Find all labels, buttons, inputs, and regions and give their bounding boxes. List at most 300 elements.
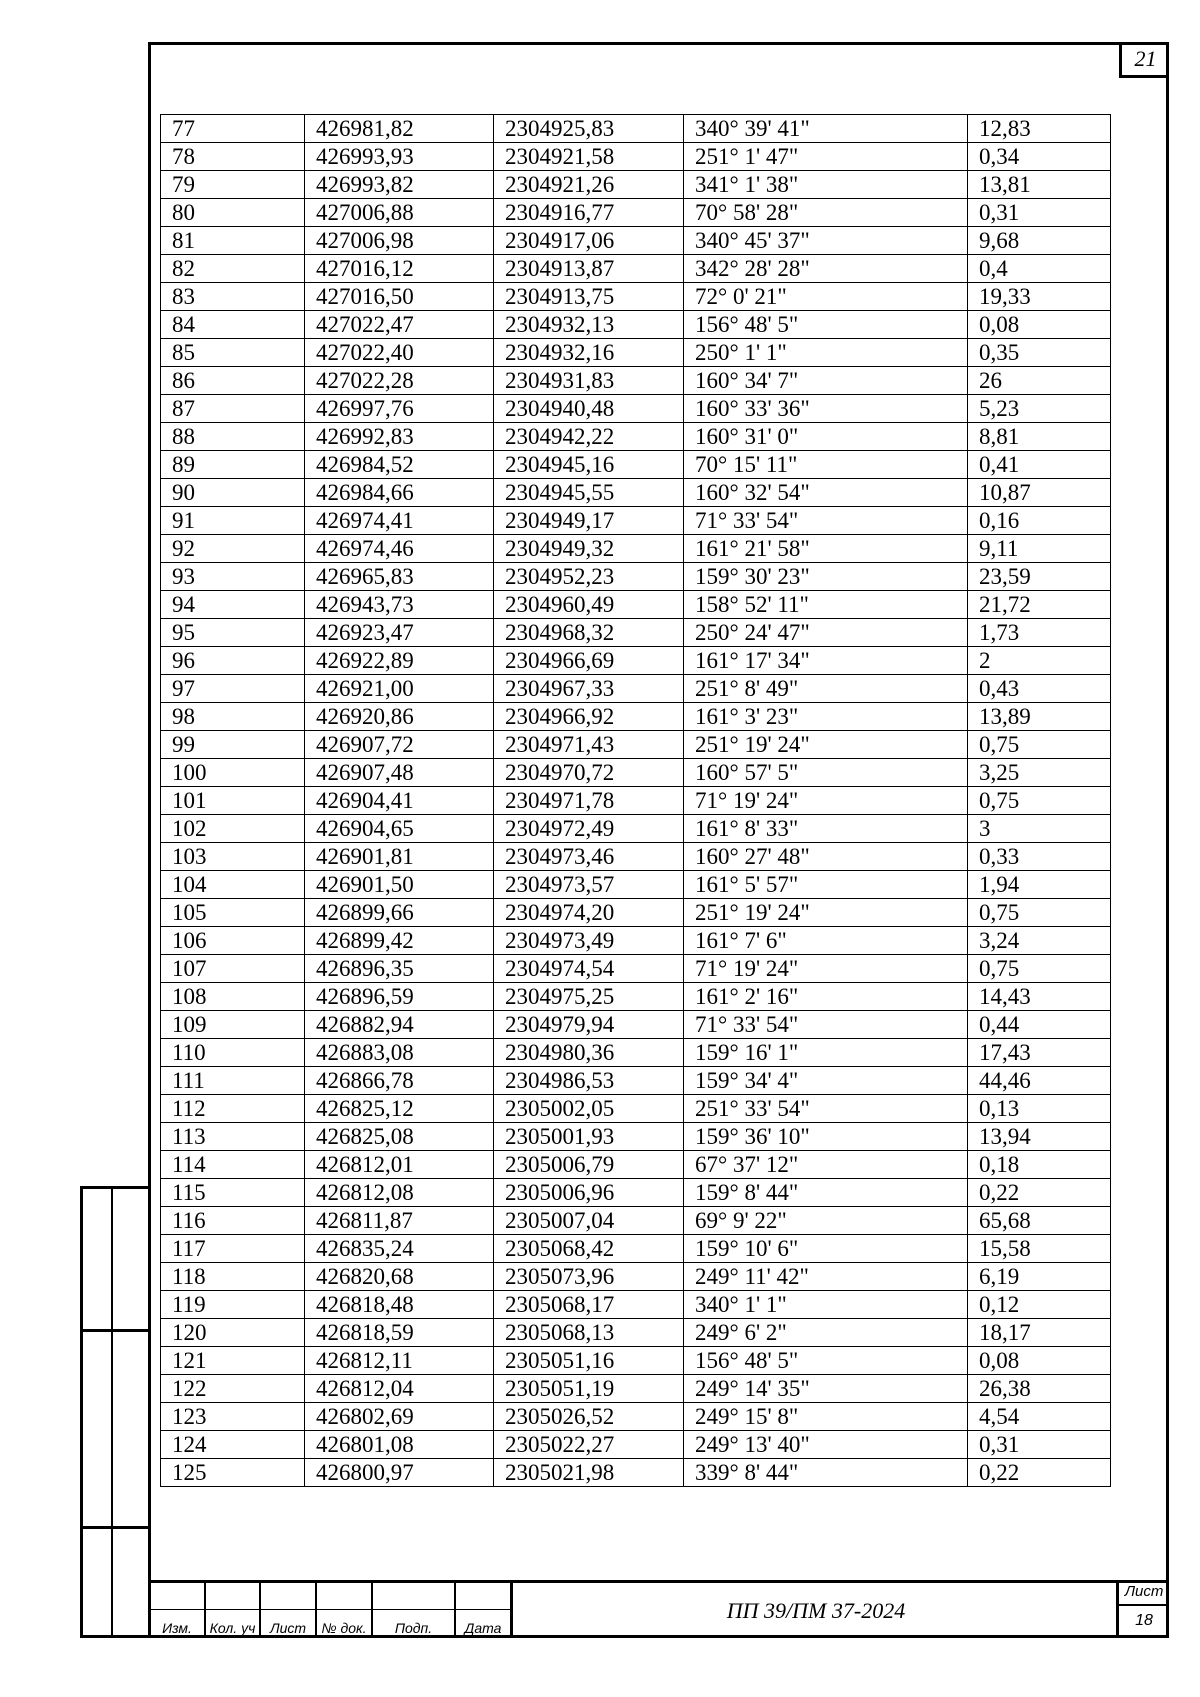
y-coordinate-cell: 2305001,93: [494, 1123, 684, 1151]
table-row: [161, 1375, 1111, 1403]
point-number-cell: 123: [161, 1403, 305, 1431]
direction-angle-cell: 160° 33' 36": [684, 395, 968, 423]
table-row: [161, 731, 1111, 759]
table-row: [161, 1067, 1111, 1095]
distance-cell: 0,12: [968, 1291, 1111, 1319]
table-row: [161, 871, 1111, 899]
title-block-column: [259, 1580, 315, 1638]
distance-cell: 2: [968, 647, 1111, 675]
y-coordinate-cell: 2304970,72: [494, 759, 684, 787]
direction-angle-cell: 71° 19' 24": [684, 787, 968, 815]
direction-angle-cell: 161° 2' 16": [684, 983, 968, 1011]
point-number-cell: 120: [161, 1319, 305, 1347]
x-coordinate-cell: 426802,69: [305, 1403, 494, 1431]
direction-angle-cell: 156° 48' 5": [684, 1347, 968, 1375]
x-coordinate-cell: 426920,86: [305, 703, 494, 731]
table-row: [161, 703, 1111, 731]
y-coordinate-cell: 2305068,17: [494, 1291, 684, 1319]
table-row: [161, 283, 1111, 311]
direction-angle-cell: 340° 1' 1": [684, 1291, 968, 1319]
direction-angle-cell: 160° 31' 0": [684, 423, 968, 451]
y-coordinate-cell: 2304949,32: [494, 535, 684, 563]
title-block-column: [315, 1580, 371, 1638]
table-row: [161, 1123, 1111, 1151]
point-number-cell: 99: [161, 731, 305, 759]
table-row: [161, 647, 1111, 675]
table-row: [161, 619, 1111, 647]
direction-angle-cell: 69° 9' 22": [684, 1207, 968, 1235]
distance-cell: 44,46: [968, 1067, 1111, 1095]
distance-cell: 0,31: [968, 1431, 1111, 1459]
point-number-cell: 116: [161, 1207, 305, 1235]
distance-cell: 0,16: [968, 507, 1111, 535]
table-row: [161, 815, 1111, 843]
table-row: [161, 311, 1111, 339]
x-coordinate-cell: 427022,40: [305, 339, 494, 367]
table-row: [161, 535, 1111, 563]
distance-cell: 4,54: [968, 1403, 1111, 1431]
title-block-column: [148, 1580, 204, 1638]
direction-angle-cell: 160° 34' 7": [684, 367, 968, 395]
direction-angle-cell: 340° 45' 37": [684, 227, 968, 255]
table-row: [161, 927, 1111, 955]
x-coordinate-cell: 426993,93: [305, 143, 494, 171]
table-row: [161, 451, 1111, 479]
point-number-cell: 79: [161, 171, 305, 199]
table-row: [161, 675, 1111, 703]
y-coordinate-cell: 2304913,75: [494, 283, 684, 311]
x-coordinate-cell: 426800,97: [305, 1459, 494, 1487]
table-row: [161, 983, 1111, 1011]
y-coordinate-cell: 2304931,83: [494, 367, 684, 395]
distance-cell: 1,94: [968, 871, 1111, 899]
label-no-dok: № док.: [321, 1620, 367, 1636]
direction-angle-cell: 161° 8' 33": [684, 815, 968, 843]
direction-angle-cell: 71° 33' 54": [684, 507, 968, 535]
direction-angle-cell: 67° 37' 12": [684, 1151, 968, 1179]
point-number-cell: 78: [161, 143, 305, 171]
y-coordinate-cell: 2304972,49: [494, 815, 684, 843]
label-data: Дата: [464, 1620, 502, 1636]
x-coordinate-cell: 426901,50: [305, 871, 494, 899]
x-coordinate-cell: 426901,81: [305, 843, 494, 871]
x-coordinate-cell: 426801,08: [305, 1431, 494, 1459]
direction-angle-cell: 340° 39' 41": [684, 115, 968, 143]
point-number-cell: 86: [161, 367, 305, 395]
distance-cell: 0,31: [968, 199, 1111, 227]
point-number-cell: 81: [161, 227, 305, 255]
point-number-cell: 84: [161, 311, 305, 339]
direction-angle-cell: 159° 16' 1": [684, 1039, 968, 1067]
distance-cell: 0,44: [968, 1011, 1111, 1039]
x-coordinate-cell: 427006,98: [305, 227, 494, 255]
y-coordinate-cell: 2304921,58: [494, 143, 684, 171]
x-coordinate-cell: 426883,08: [305, 1039, 494, 1067]
distance-cell: 0,33: [968, 843, 1111, 871]
direction-angle-cell: 251° 19' 24": [684, 899, 968, 927]
table-row: [161, 479, 1111, 507]
x-coordinate-cell: 426835,24: [305, 1235, 494, 1263]
distance-cell: 12,83: [968, 115, 1111, 143]
table-row: [161, 423, 1111, 451]
x-coordinate-cell: 426904,41: [305, 787, 494, 815]
direction-angle-cell: 159° 36' 10": [684, 1123, 968, 1151]
x-coordinate-cell: 426818,48: [305, 1291, 494, 1319]
distance-cell: 26: [968, 367, 1111, 395]
y-coordinate-cell: 2304980,36: [494, 1039, 684, 1067]
y-coordinate-cell: 2305006,79: [494, 1151, 684, 1179]
point-number-cell: 101: [161, 787, 305, 815]
distance-cell: 5,23: [968, 395, 1111, 423]
point-number-cell: 83: [161, 283, 305, 311]
direction-angle-cell: 342° 28' 28": [684, 255, 968, 283]
binding-strip-lower: [80, 1526, 148, 1638]
point-number-cell: 122: [161, 1375, 305, 1403]
table-row: [161, 1347, 1111, 1375]
sheet-number: 18: [1135, 1612, 1153, 1629]
point-number-cell: 104: [161, 871, 305, 899]
distance-cell: 17,43: [968, 1039, 1111, 1067]
direction-angle-cell: 161° 21' 58": [684, 535, 968, 563]
distance-cell: 0,34: [968, 143, 1111, 171]
point-number-cell: 90: [161, 479, 305, 507]
point-number-cell: 88: [161, 423, 305, 451]
sheet-label: Лист: [1119, 1580, 1169, 1606]
distance-cell: 0,4: [968, 255, 1111, 283]
direction-angle-cell: 250° 1' 1": [684, 339, 968, 367]
y-coordinate-cell: 2304968,32: [494, 619, 684, 647]
point-number-cell: 103: [161, 843, 305, 871]
point-number-cell: 119: [161, 1291, 305, 1319]
title-block-left: [148, 1580, 510, 1638]
point-number-cell: 97: [161, 675, 305, 703]
point-number-cell: 109: [161, 1011, 305, 1039]
distance-cell: 8,81: [968, 423, 1111, 451]
distance-cell: 0,18: [968, 1151, 1111, 1179]
x-coordinate-cell: 426992,83: [305, 423, 494, 451]
distance-cell: 0,35: [968, 339, 1111, 367]
distance-cell: 9,68: [968, 227, 1111, 255]
distance-cell: 13,94: [968, 1123, 1111, 1151]
point-number-cell: 95: [161, 619, 305, 647]
distance-cell: 23,59: [968, 563, 1111, 591]
table-row: [161, 1431, 1111, 1459]
point-number-cell: 94: [161, 591, 305, 619]
y-coordinate-cell: 2305068,42: [494, 1235, 684, 1263]
direction-angle-cell: 71° 33' 54": [684, 1011, 968, 1039]
title-block-column: [371, 1580, 454, 1638]
point-number-cell: 87: [161, 395, 305, 423]
distance-cell: 3,24: [968, 927, 1111, 955]
x-coordinate-cell: 426921,00: [305, 675, 494, 703]
table-row: [161, 787, 1111, 815]
direction-angle-cell: 249° 6' 2": [684, 1319, 968, 1347]
binding-strip-upper: [80, 1186, 148, 1332]
direction-angle-cell: 249° 13' 40": [684, 1431, 968, 1459]
y-coordinate-cell: 2304921,26: [494, 171, 684, 199]
table-row: [161, 1235, 1111, 1263]
distance-cell: 14,43: [968, 983, 1111, 1011]
direction-angle-cell: 156° 48' 5": [684, 311, 968, 339]
point-number-cell: 112: [161, 1095, 305, 1123]
x-coordinate-cell: 427006,88: [305, 199, 494, 227]
table-row: [161, 1207, 1111, 1235]
distance-cell: 9,11: [968, 535, 1111, 563]
label-kol-uch: Кол. уч: [209, 1620, 256, 1636]
y-coordinate-cell: 2304916,77: [494, 199, 684, 227]
point-number-cell: 118: [161, 1263, 305, 1291]
y-coordinate-cell: 2305021,98: [494, 1459, 684, 1487]
table-row: [161, 899, 1111, 927]
distance-cell: 3,25: [968, 759, 1111, 787]
point-number-cell: 108: [161, 983, 305, 1011]
x-coordinate-cell: 426993,82: [305, 171, 494, 199]
table-row: [161, 1039, 1111, 1067]
y-coordinate-cell: 2305051,19: [494, 1375, 684, 1403]
x-coordinate-cell: 426974,46: [305, 535, 494, 563]
distance-cell: 0,41: [968, 451, 1111, 479]
direction-angle-cell: 341° 1' 38": [684, 171, 968, 199]
y-coordinate-cell: 2305073,96: [494, 1263, 684, 1291]
x-coordinate-cell: 426984,66: [305, 479, 494, 507]
direction-angle-cell: 71° 19' 24": [684, 955, 968, 983]
table-row: [161, 143, 1111, 171]
direction-angle-cell: 250° 24' 47": [684, 619, 968, 647]
distance-cell: 0,43: [968, 675, 1111, 703]
x-coordinate-cell: 426882,94: [305, 1011, 494, 1039]
table-row: [161, 843, 1111, 871]
direction-angle-cell: 70° 58' 28": [684, 199, 968, 227]
distance-cell: 10,87: [968, 479, 1111, 507]
title-block-column: [454, 1580, 510, 1638]
x-coordinate-cell: 426923,47: [305, 619, 494, 647]
x-coordinate-cell: 426907,72: [305, 731, 494, 759]
x-coordinate-cell: 426825,12: [305, 1095, 494, 1123]
y-coordinate-cell: 2304971,43: [494, 731, 684, 759]
x-coordinate-cell: 427022,28: [305, 367, 494, 395]
x-coordinate-cell: 426818,59: [305, 1319, 494, 1347]
point-number-cell: 121: [161, 1347, 305, 1375]
y-coordinate-cell: 2304973,49: [494, 927, 684, 955]
y-coordinate-cell: 2304975,25: [494, 983, 684, 1011]
direction-angle-cell: 251° 33' 54": [684, 1095, 968, 1123]
y-coordinate-cell: 2305022,27: [494, 1431, 684, 1459]
point-number-cell: 82: [161, 255, 305, 283]
distance-cell: 0,08: [968, 311, 1111, 339]
table-row: [161, 563, 1111, 591]
x-coordinate-cell: 426984,52: [305, 451, 494, 479]
x-coordinate-cell: 426997,76: [305, 395, 494, 423]
point-number-cell: 111: [161, 1067, 305, 1095]
point-number-cell: 125: [161, 1459, 305, 1487]
distance-cell: 6,19: [968, 1263, 1111, 1291]
point-number-cell: 91: [161, 507, 305, 535]
distance-cell: 21,72: [968, 591, 1111, 619]
point-number-cell: 89: [161, 451, 305, 479]
x-coordinate-cell: 426899,42: [305, 927, 494, 955]
title-block-sheet: [1116, 1580, 1169, 1638]
distance-cell: 13,81: [968, 171, 1111, 199]
direction-angle-cell: 249° 14' 35": [684, 1375, 968, 1403]
point-number-cell: 77: [161, 115, 305, 143]
point-number-cell: 114: [161, 1151, 305, 1179]
x-coordinate-cell: 426866,78: [305, 1067, 494, 1095]
direction-angle-cell: 249° 15' 8": [684, 1403, 968, 1431]
direction-angle-cell: 158° 52' 11": [684, 591, 968, 619]
y-coordinate-cell: 2304940,48: [494, 395, 684, 423]
y-coordinate-cell: 2304979,94: [494, 1011, 684, 1039]
direction-angle-cell: 161° 17' 34": [684, 647, 968, 675]
distance-cell: 0,22: [968, 1459, 1111, 1487]
point-number-cell: 80: [161, 199, 305, 227]
x-coordinate-cell: 426896,59: [305, 983, 494, 1011]
table-row: [161, 591, 1111, 619]
point-number-cell: 93: [161, 563, 305, 591]
y-coordinate-cell: 2304966,92: [494, 703, 684, 731]
document-designation: ПП 39/ПМ 37-2024: [726, 1598, 906, 1623]
y-coordinate-cell: 2305006,96: [494, 1179, 684, 1207]
x-coordinate-cell: 426974,41: [305, 507, 494, 535]
x-coordinate-cell: 426812,04: [305, 1375, 494, 1403]
title-block-column: [204, 1580, 259, 1638]
direction-angle-cell: 160° 57' 5": [684, 759, 968, 787]
distance-cell: 15,58: [968, 1235, 1111, 1263]
table-row: [161, 115, 1111, 143]
y-coordinate-cell: 2304917,06: [494, 227, 684, 255]
table-row: [161, 1263, 1111, 1291]
point-number-cell: 98: [161, 703, 305, 731]
point-number-cell: 110: [161, 1039, 305, 1067]
distance-cell: 0,22: [968, 1179, 1111, 1207]
table-row: [161, 1403, 1111, 1431]
y-coordinate-cell: 2305068,13: [494, 1319, 684, 1347]
y-coordinate-cell: 2305002,05: [494, 1095, 684, 1123]
x-coordinate-cell: 426907,48: [305, 759, 494, 787]
title-block-designation: [510, 1580, 1119, 1638]
x-coordinate-cell: 426896,35: [305, 955, 494, 983]
point-number-cell: 117: [161, 1235, 305, 1263]
distance-cell: 3: [968, 815, 1111, 843]
table-row: [161, 339, 1111, 367]
x-coordinate-cell: 426981,82: [305, 115, 494, 143]
y-coordinate-cell: 2305051,16: [494, 1347, 684, 1375]
point-number-cell: 124: [161, 1431, 305, 1459]
direction-angle-cell: 161° 5' 57": [684, 871, 968, 899]
direction-angle-cell: 159° 8' 44": [684, 1179, 968, 1207]
point-number-cell: 96: [161, 647, 305, 675]
x-coordinate-cell: 426965,83: [305, 563, 494, 591]
direction-angle-cell: 72° 0' 21": [684, 283, 968, 311]
distance-cell: 19,33: [968, 283, 1111, 311]
x-coordinate-cell: 426812,01: [305, 1151, 494, 1179]
sheet-corner-number: 21: [1119, 42, 1169, 78]
direction-angle-cell: 251° 1' 47": [684, 143, 968, 171]
y-coordinate-cell: 2304971,78: [494, 787, 684, 815]
x-coordinate-cell: 426943,73: [305, 591, 494, 619]
point-number-cell: 115: [161, 1179, 305, 1207]
point-number-cell: 102: [161, 815, 305, 843]
y-coordinate-cell: 2304913,87: [494, 255, 684, 283]
direction-angle-cell: 161° 7' 6": [684, 927, 968, 955]
distance-cell: 65,68: [968, 1207, 1111, 1235]
point-number-cell: 100: [161, 759, 305, 787]
y-coordinate-cell: 2304986,53: [494, 1067, 684, 1095]
table-row: [161, 199, 1111, 227]
x-coordinate-cell: 427016,12: [305, 255, 494, 283]
table-row: [161, 1319, 1111, 1347]
y-coordinate-cell: 2304960,49: [494, 591, 684, 619]
x-coordinate-cell: 426812,08: [305, 1179, 494, 1207]
distance-cell: 1,73: [968, 619, 1111, 647]
x-coordinate-cell: 426904,65: [305, 815, 494, 843]
point-number-cell: 107: [161, 955, 305, 983]
table-row: [161, 955, 1111, 983]
x-coordinate-cell: 427022,47: [305, 311, 494, 339]
point-number-cell: 92: [161, 535, 305, 563]
y-coordinate-cell: 2304966,69: [494, 647, 684, 675]
y-coordinate-cell: 2304974,20: [494, 899, 684, 927]
binding-strip-middle: [80, 1329, 148, 1529]
table-row: [161, 1095, 1111, 1123]
x-coordinate-cell: 426820,68: [305, 1263, 494, 1291]
distance-cell: 13,89: [968, 703, 1111, 731]
coordinates-table-body: [161, 115, 1111, 1487]
table-row: [161, 367, 1111, 395]
y-coordinate-cell: 2304932,13: [494, 311, 684, 339]
label-podp: Подп.: [394, 1620, 433, 1636]
table-row: [161, 255, 1111, 283]
direction-angle-cell: 251° 19' 24": [684, 731, 968, 759]
distance-cell: 26,38: [968, 1375, 1111, 1403]
direction-angle-cell: 159° 30' 23": [684, 563, 968, 591]
y-coordinate-cell: 2305026,52: [494, 1403, 684, 1431]
distance-cell: 0,75: [968, 955, 1111, 983]
x-coordinate-cell: 426825,08: [305, 1123, 494, 1151]
y-coordinate-cell: 2304925,83: [494, 115, 684, 143]
direction-angle-cell: 159° 34' 4": [684, 1067, 968, 1095]
direction-angle-cell: 70° 15' 11": [684, 451, 968, 479]
y-coordinate-cell: 2304942,22: [494, 423, 684, 451]
table-row: [161, 507, 1111, 535]
x-coordinate-cell: 426922,89: [305, 647, 494, 675]
distance-cell: 0,75: [968, 899, 1111, 927]
x-coordinate-cell: 426811,87: [305, 1207, 494, 1235]
table-row: [161, 395, 1111, 423]
y-coordinate-cell: 2304967,33: [494, 675, 684, 703]
table-row: [161, 227, 1111, 255]
direction-angle-cell: 159° 10' 6": [684, 1235, 968, 1263]
point-number-cell: 85: [161, 339, 305, 367]
distance-cell: 0,13: [968, 1095, 1111, 1123]
point-number-cell: 113: [161, 1123, 305, 1151]
point-number-cell: 105: [161, 899, 305, 927]
y-coordinate-cell: 2304952,23: [494, 563, 684, 591]
y-coordinate-cell: 2304974,54: [494, 955, 684, 983]
label-list: Лист: [269, 1620, 307, 1636]
y-coordinate-cell: 2304932,16: [494, 339, 684, 367]
x-coordinate-cell: 426899,66: [305, 899, 494, 927]
direction-angle-cell: 160° 27' 48": [684, 843, 968, 871]
table-row: [161, 1291, 1111, 1319]
table-row: [161, 1179, 1111, 1207]
table-row: [161, 759, 1111, 787]
y-coordinate-cell: 2304945,55: [494, 479, 684, 507]
table-row: [161, 1011, 1111, 1039]
direction-angle-cell: 339° 8' 44": [684, 1459, 968, 1487]
direction-angle-cell: 249° 11' 42": [684, 1263, 968, 1291]
table-row: [161, 1151, 1111, 1179]
y-coordinate-cell: 2304949,17: [494, 507, 684, 535]
